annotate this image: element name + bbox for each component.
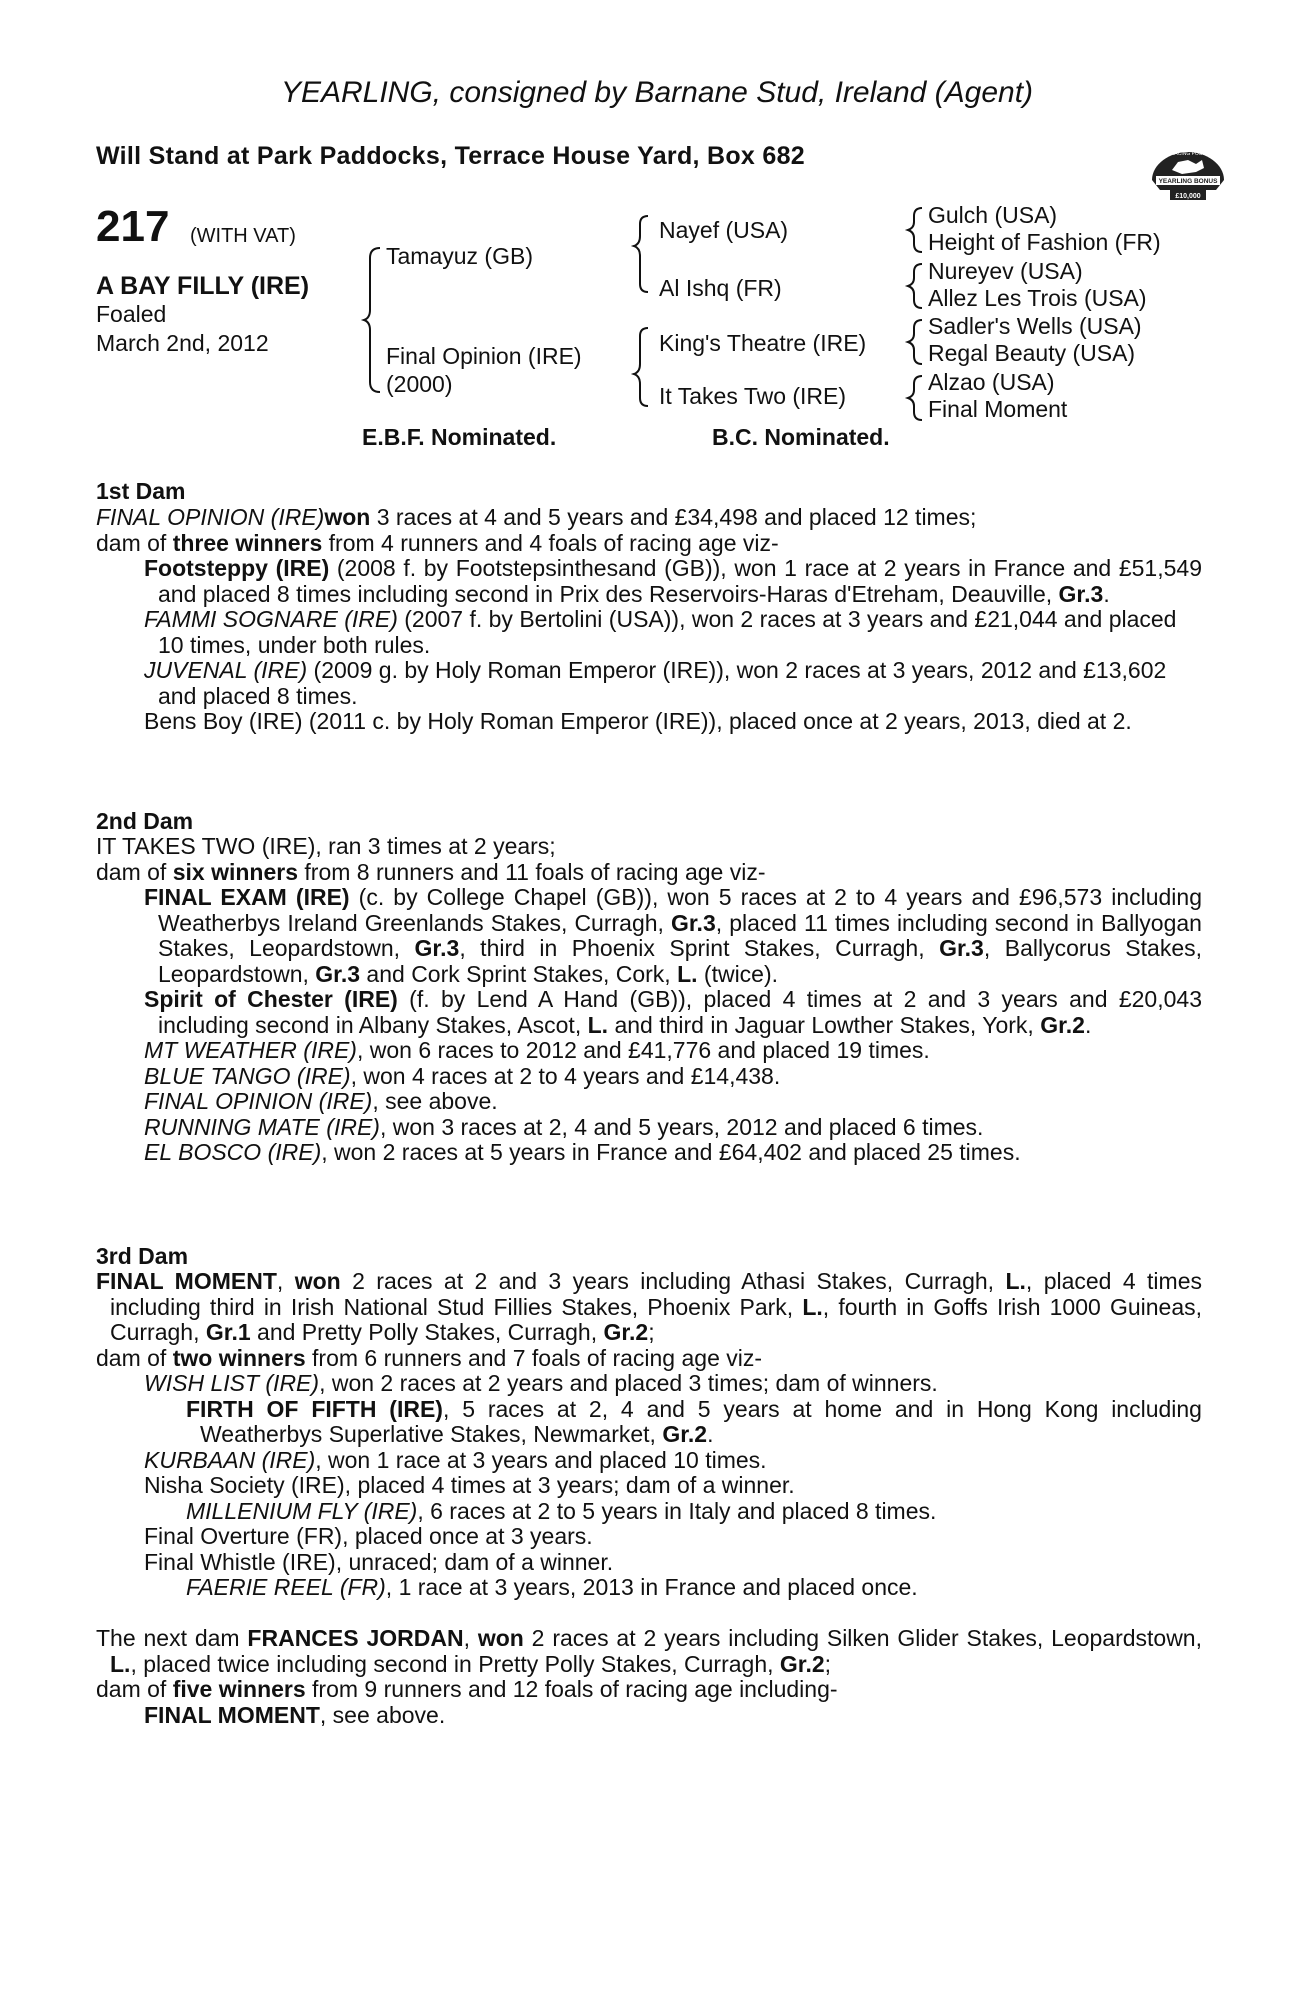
bracket-sire — [634, 216, 648, 292]
pedigree-brackets — [0, 0, 1314, 450]
sire-dam: Al Ishq (FR) — [659, 275, 782, 301]
first-dam-section: FINAL OPINION (IRE)won 3 races at 4 and 5 years and £34,498 and placed 12 times; dam of three winners from 4 runners and 4 foals of racing age viz- Footsteppy (IRE) (2008 f. by Footstepsinthesand (GB)), won 1 race at 2 years in France and £51,549 and placed 8 times including second in Prix des Reservoirs-Haras d'Etreham, Deauville, Gr.3. FAMMI SOGNARE (IRE) (2007 f. by Bertolini (USA)), won 2 races at 3 years and £21,044 and placed 10 times, under both rules. JUVENAL (IRE) (2009 g. by Holy Roman Emperor (IRE)), won 2 races at 3 years, 2012 and £13,602 and placed 8 times. Bens Boy (IRE) (2011 c. by Holy Roman Emperor (IRE)), placed once at 2 years, 2013, died at 2. — [96, 504, 1202, 734]
dam1-foal-4: Bens Boy (IRE) (2011 c. by Holy Roman Emperor (IRE)), placed once at 2 years, 2013, died at 2. — [144, 708, 1132, 734]
dds: Alzao (USA) — [928, 369, 1055, 395]
dam2-foal-3: MT WEATHER (IRE), won 6 races to 2012 and £41,776 and placed 19 times. — [144, 1037, 930, 1063]
third-dam-title: 3rd Dam — [96, 1243, 189, 1269]
horse-name: A BAY FILLY (IRE) — [96, 272, 310, 300]
ddd: Final Moment — [928, 396, 1068, 422]
badge-line2: YEARLING BONUS — [1158, 178, 1218, 185]
dam2-foal-1: FINAL EXAM (IRE) (c. by College Chapel (GB)), won 5 races at 2 to 4 years and £96,573 including Weatherbys Ireland Greenlands Stakes, Curragh, Gr.3, placed 11 times including second in Ballyogan Stakes, Leopardstown, Gr.3, third in Phoenix Sprint Stakes, Curragh, Gr.3, Ballycorus Stakes, Leopardstown, Gr.3 and Cork Sprint Stakes, Cork, L. (twice). — [144, 884, 1203, 987]
second-dam-title: 2nd Dam — [96, 808, 194, 834]
dsd: Regal Beauty (USA) — [928, 340, 1136, 366]
dam3-grandfoal-2: MILLENIUM FLY (IRE), 6 races at 2 to 5 years in Italy and placed 8 times. — [186, 1497, 937, 1524]
first-dam-title: 1st Dam — [96, 478, 186, 504]
sdd: Allez Les Trois (USA) — [928, 285, 1147, 311]
next-dam-winners: five winners — [172, 1676, 306, 1702]
dam2-foal-5: FINAL OPINION (IRE), see above. — [144, 1088, 498, 1114]
bracket-ds — [908, 320, 922, 364]
dam-dam: It Takes Two (IRE) — [659, 383, 847, 409]
dam1-foal-2: FAMMI SOGNARE (IRE) (2007 f. by Bertolini (USA)), won 2 races at 3 years and £21,044 and placed 10 times, under both rules. — [144, 606, 1177, 658]
dam3-grandfoal-3: FAERIE REEL (FR), 1 race at 3 years, 2013 in France and placed once. — [186, 1574, 918, 1600]
badge-amount: £10,000 — [1175, 193, 1201, 200]
dam2-winners: six winners — [172, 858, 298, 885]
bracket-dd — [908, 376, 922, 420]
third-dam-section: FINAL MOMENT, won 2 races at 2 and 3 years including Athasi Stakes, Curragh, L., placed 4 times including third in Irish National Stud Fillies Stakes, Phoenix Park, L., fourth in Goffs Irish 1000 Guineas, Curragh, Gr.1 and Pretty Polly Stakes, Curragh, Gr.2; dam of two winners from 6 runners and 7 foals of racing age viz- WISH LIST (IRE), won 2 races at 2 years and placed 3 times; dam of winners. FIRTH OF FIFTH (IRE), 5 races at 2, 4 and 5 years at home and in Hong Kong including Weatherbys Superlative Stakes, Newmarket, Gr.2. KURBAAN (IRE), won 1 race at 3 years and placed 10 times. Nisha Society (IRE), placed 4 times at 3 years; dam of a winner. MILLENIUM FLY (IRE), 6 races at 2 to 5 years in Italy and placed 8 times. Final Overture (FR), placed once at 3 years. Final Whistle (IRE), unraced; dam of a winner. FAERIE REEL (FR), 1 race at 3 years, 2013 in France and placed once. — [96, 1268, 1203, 1600]
dam2-foal-7: EL BOSCO (IRE), won 2 races at 5 years in France and £64,402 and placed 25 times. — [144, 1139, 1021, 1165]
dam1-foal-3: JUVENAL (IRE) (2009 g. by Holy Roman Emperor (IRE)), won 2 races at 3 years, 2012 and £13,602 and placed 8 times. — [144, 657, 1167, 709]
dam2-foal-2: Spirit of Chester (IRE) (f. by Lend A Hand (GB)), placed 4 times at 2 and 3 years and £20,043 including second in Albany Stakes, Ascot, L. and third in Jaguar Lowther Stakes, York, Gr.2. — [144, 986, 1202, 1038]
vat-note: (WITH VAT) — [190, 225, 296, 247]
dam3-foal-3: Nisha Society (IRE), placed 4 times at 3 years; dam of a winner. — [144, 1472, 795, 1498]
dam-year: (2000) — [386, 371, 453, 397]
dam3-grandfoal-1: FIRTH OF FIFTH (IRE), 5 races at 2, 4 and 5 years at home and in Hong Kong including Weatherbys Superlative Stakes, Newmarket, Gr.2. — [186, 1395, 1202, 1447]
lot-number: 217 — [96, 202, 170, 251]
bracket-dam — [634, 328, 648, 406]
dam3-foal-1: WISH LIST (IRE), won 2 races at 2 years and placed 3 times; dam of winners. — [144, 1370, 938, 1396]
dam3-foal-5: Final Whistle (IRE), unraced; dam of a winner. — [144, 1548, 614, 1575]
next-dam-foal-1: FINAL MOMENT, see above. — [144, 1701, 446, 1728]
bc-nomination: B.C. Nominated. — [712, 424, 890, 450]
dam3-record: FINAL MOMENT, won 2 races at 2 and 3 years including Athasi Stakes, Curragh, L., placed 4 times including third in Irish National Stud Fillies Stakes, Phoenix Park, L., fourth in Goffs Irish 1000 Guineas, Curragh, Gr.1 and Pretty Polly Stakes, Curragh, Gr.2; — [96, 1268, 1203, 1345]
dam1-won: won — [324, 504, 371, 530]
dam1-record: 3 races at 4 and 5 years and £34,498 and placed 12 times; — [370, 504, 977, 530]
dam-name: Final Opinion (IRE) — [386, 343, 582, 369]
dam2-foal-6: RUNNING MATE (IRE), won 3 races at 2, 4 and 5 years, 2012 and placed 6 times. — [144, 1113, 984, 1140]
sire-name: Tamayuz (GB) — [386, 243, 533, 269]
dss: Sadler's Wells (USA) — [928, 313, 1142, 339]
ssd: Height of Fashion (FR) — [928, 229, 1161, 255]
badge-line1: RACING POST — [1170, 151, 1206, 157]
foaled-date: March 2nd, 2012 — [96, 330, 269, 356]
ebf-nomination: E.B.F. Nominated. — [362, 424, 557, 450]
second-dam-section: IT TAKES TWO (IRE), ran 3 times at 2 years; dam of six winners from 8 runners and 11 foals of racing age viz- FINAL EXAM (IRE) (c. by College Chapel (GB)), won 5 races at 2 to 4 years and £96,573 including Weatherbys Ireland Greenlands Stakes, Curragh, Gr.3, placed 11 times including second in Ballyogan Stakes, Leopardstown, Gr.3, third in Phoenix Sprint Stakes, Curragh, Gr.3, Ballycorus Stakes, Leopardstown, Gr.3 and Cork Sprint Stakes, Cork, L. (twice). Spirit of Chester (IRE) (f. by Lend A Hand (GB)), placed 4 times at 2 and 3 years and £20,043 including second in Albany Stakes, Ascot, L. and third in Jaguar Lowther Stakes, York, Gr.2. MT WEATHER (IRE), won 6 races to 2012 and £41,776 and placed 19 times. BLUE TANGO (IRE), won 4 races at 2 to 4 years and £14,438. FINAL OPINION (IRE), see above. RUNNING MATE (IRE), won 3 races at 2, 4 and 5 years, 2012 and placed 6 times. EL BOSCO (IRE), won 2 races at 5 years in France and £64,402 and placed 25 times. — [96, 833, 1203, 1165]
stand-location: Will Stand at Park Paddocks, Terrace House Yard, Box 682 — [96, 142, 805, 170]
catalogue-heading: YEARLING, consigned by Barnane Stud, Ireland (Agent) — [280, 76, 1034, 109]
dam1-winners: three winners — [172, 529, 323, 556]
dam-sire: King's Theatre (IRE) — [659, 330, 867, 356]
bracket-sd — [908, 264, 922, 308]
sds: Nureyev (USA) — [928, 258, 1083, 284]
dam3-foal-4: Final Overture (FR), placed once at 3 years. — [144, 1523, 593, 1549]
dam1-foal-1: Footsteppy (IRE) (2008 f. by Footstepsinthesand (GB)), won 1 race at 2 years in France and £51,549 and placed 8 times including second in Prix des Reservoirs-Haras d'Etreham, Deauville, Gr.3. — [144, 555, 1202, 607]
dam3-foal-2: KURBAAN (IRE), won 1 race at 3 years and placed 10 times. — [144, 1446, 767, 1473]
dam1-name: FINAL OPINION (IRE) — [96, 504, 325, 530]
dam2-foal-4: BLUE TANGO (IRE), won 4 races at 2 to 4 years and £14,438. — [144, 1062, 781, 1089]
foaled-label: Foaled — [96, 301, 167, 327]
bracket-gen1 — [364, 248, 380, 392]
bracket-ss — [908, 208, 922, 252]
next-dam-record: The next dam FRANCES JORDAN, won 2 races at 2 years including Silken Glider Stakes, Leopardstown, L., placed twice including second in Pretty Polly Stakes, Curragh, Gr.2; — [96, 1625, 1202, 1677]
next-dam-section: The next dam FRANCES JORDAN, won 2 races at 2 years including Silken Glider Stakes, Leopardstown, L., placed twice including second in Pretty Polly Stakes, Curragh, Gr.2; dam of five winners from 9 runners and 12 foals of racing age including- FINAL MOMENT, see above. — [96, 1625, 1202, 1728]
dam2-name: IT TAKES TWO (IRE), ran 3 times at 2 years; — [96, 833, 556, 859]
sire-sire: Nayef (USA) — [659, 217, 789, 243]
sss: Gulch (USA) — [928, 202, 1058, 228]
dam3-winners: two winners — [172, 1344, 306, 1371]
